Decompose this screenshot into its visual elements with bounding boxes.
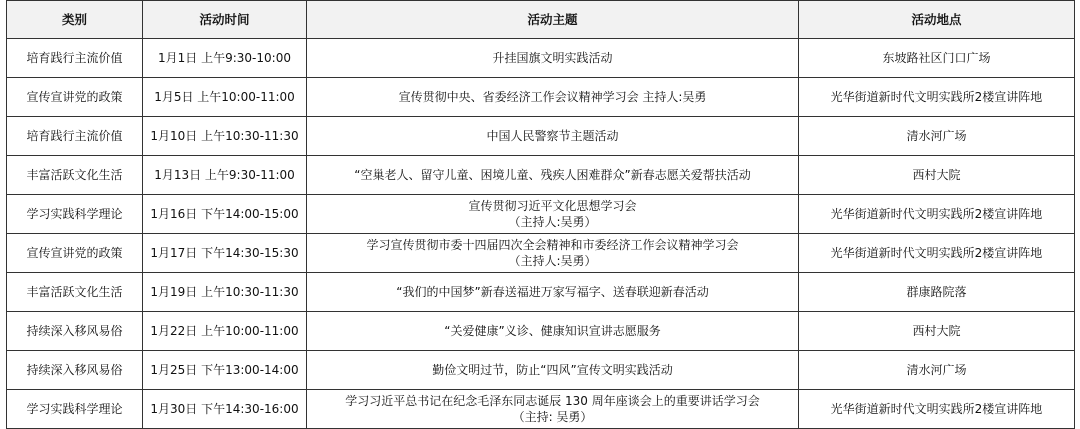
cell-time: 1月19日 上午10:30-11:30 [143,273,307,312]
table-row [7,234,1075,273]
cell-time: 1月13日 上午9:30-11:00 [143,156,307,195]
cell-time: 1月5日 上午10:00-11:00 [143,78,307,117]
topic-line: （主持人:吴勇） [508,215,597,229]
cell-category: 持续深入移风易俗 [7,312,143,351]
cell-location: 西村大院 [799,156,1075,195]
cell-location: 东坡路社区门口广场 [799,39,1075,78]
header-topic: 活动主题 [307,1,799,39]
cell-location: 光华街道新时代文明实践所2楼宣讲阵地 [799,234,1075,273]
topic-line: 宣传贯彻习近平文化思想学习会 [468,199,637,213]
cell-time: 1月30日 下午14:30-16:00 [143,390,307,429]
table-header [7,1,1075,39]
table-row [7,117,1075,156]
cell-category: 学习实践科学理论 [7,195,143,234]
cell-time: 1月22日 上午10:00-11:00 [143,312,307,351]
cell-topic [307,156,799,195]
table-row [7,78,1075,117]
cell-time: 1月1日 上午9:30-10:00 [143,39,307,78]
cell-location: 西村大院 [799,312,1075,351]
header-location: 活动地点 [799,1,1075,39]
cell-topic [307,390,799,429]
topic-line: “关爱健康”义诊、健康知识宣讲志愿服务 [444,324,661,338]
cell-topic [307,39,799,78]
table-body [7,39,1075,429]
header-time: 活动时间 [143,1,307,39]
topic-line: 中国人民警察节主题活动 [486,129,619,143]
cell-category: 培育践行主流价值 [7,39,143,78]
cell-category: 持续深入移风易俗 [7,351,143,390]
table-row [7,156,1075,195]
cell-time: 1月17日 下午14:30-15:30 [143,234,307,273]
topic-line: 学习宣传贯彻市委十四届四次全会精神和市委经济工作会议精神学习会 [366,238,739,252]
cell-category: 培育践行主流价值 [7,117,143,156]
cell-category: 丰富活跃文化生活 [7,273,143,312]
cell-location: 光华街道新时代文明实践所2楼宣讲阵地 [799,195,1075,234]
cell-location: 清水河广场 [799,117,1075,156]
cell-location: 群康路院落 [799,273,1075,312]
table-row [7,273,1075,312]
cell-category: 宣传宣讲党的政策 [7,234,143,273]
table-row [7,351,1075,390]
cell-topic [307,312,799,351]
topic-line: 勤俭文明过节，防止“四风”宣传文明实践活动 [432,363,673,377]
cell-topic [307,351,799,390]
table-row [7,312,1075,351]
cell-time: 1月16日 下午14:00-15:00 [143,195,307,234]
cell-time: 1月10日 上午10:30-11:30 [143,117,307,156]
table-row [7,390,1075,429]
activity-schedule-table [6,0,1075,429]
cell-time: 1月25日 下午13:00-14:00 [143,351,307,390]
cell-location: 光华街道新时代文明实践所2楼宣讲阵地 [799,78,1075,117]
cell-topic [307,273,799,312]
header-category: 类别 [7,1,143,39]
topic-line: “我们的中国梦”新春送福进万家写福字、送春联迎新春活动 [396,285,709,299]
table-row [7,195,1075,234]
topic-line: 升挂国旗文明实践活动 [492,51,613,65]
cell-location: 光华街道新时代文明实践所2楼宣讲阵地 [799,390,1075,429]
cell-topic [307,117,799,156]
cell-topic [307,234,799,273]
topic-line: 宣传贯彻中央、省委经济工作会议精神学习会 主持人:吴勇 [398,90,707,104]
header-row [7,1,1075,39]
topic-line: 学习习近平总书记在纪念毛泽东同志诞辰 130 周年座谈会上的重要讲话学习会 [345,394,760,408]
cell-category: 丰富活跃文化生活 [7,156,143,195]
table-row [7,39,1075,78]
cell-category: 宣传宣讲党的政策 [7,78,143,117]
topic-line: “空巢老人、留守儿童、困境儿童、残疾人困难群众”新春志愿关爱帮扶活动 [354,168,751,182]
cell-category: 学习实践科学理论 [7,390,143,429]
cell-location: 清水河广场 [799,351,1075,390]
topic-line: （主持人:吴勇） [508,254,597,268]
cell-topic [307,78,799,117]
cell-topic [307,195,799,234]
topic-line: （主持: 吴勇） [512,410,593,424]
